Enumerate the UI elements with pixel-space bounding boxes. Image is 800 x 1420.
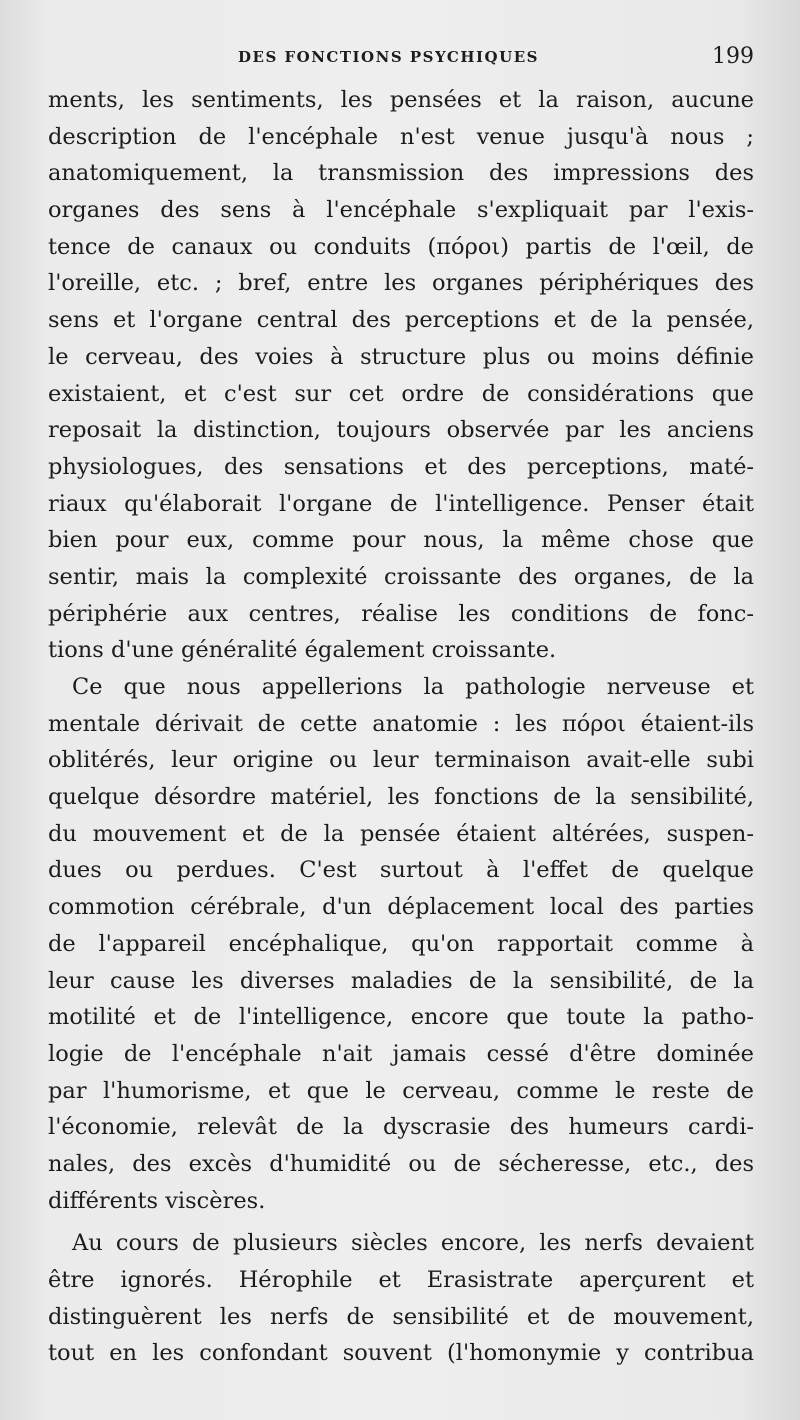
- text-line: logie de l'encéphale n'ait jamais cessé d'être dominée: [48, 1040, 754, 1067]
- text-line: le cerveau, des voies à structure plus ou moins définie: [48, 343, 754, 370]
- paragraph-2: [48, 669, 754, 1219]
- running-head: [0, 44, 800, 74]
- text-line: par l'humorisme, et que le cerveau, comme le reste de: [48, 1077, 754, 1104]
- text-line: organes des sens à l'encéphale s'expliquait par l'exis-: [48, 197, 754, 224]
- text-line: existaient, et c'est sur cet ordre de considérations que: [48, 380, 754, 407]
- text-line: physiologues, des sensations et des perceptions, maté-: [48, 453, 754, 480]
- paragraph-1: [48, 82, 754, 669]
- text-line: différents viscères.: [48, 1187, 266, 1214]
- text-line: périphérie aux centres, réalise les conditions de fonc-: [48, 600, 754, 627]
- text-line: oblitérés, leur origine ou leur terminaison avait-elle subi: [48, 747, 754, 774]
- text-line: reposait la distinction, toujours observée par les anciens: [48, 417, 754, 444]
- text-line: sentir, mais la complexité croissante des organes, de la: [48, 563, 754, 590]
- text-line: bien pour eux, comme pour nous, la même chose que: [48, 527, 754, 554]
- text-line: tions d'une généralité également croissante.: [48, 637, 557, 664]
- text-line: de l'appareil encéphalique, qu'on rapportait comme à: [48, 930, 754, 957]
- text-line: anatomiquement, la transmission des impressions des: [48, 160, 754, 187]
- text-line: tout en les confondant souvent (l'homonymie y contribua: [48, 1340, 754, 1367]
- body-text: [48, 82, 754, 1372]
- text-line: du mouvement et de la pensée étaient altérées, suspen-: [48, 820, 754, 847]
- text-line: riaux qu'élaborait l'organe de l'intelligence. Penser était: [48, 490, 754, 517]
- text-line: Au cours de plusieurs siècles encore, les nerfs devaient: [72, 1230, 754, 1257]
- text-line: Ce que nous appellerions la pathologie nerveuse et: [72, 674, 754, 700]
- text-line: l'oreille, etc. ; bref, entre les organes périphériques des: [48, 270, 754, 297]
- text-line: description de l'encéphale n'est venue jusqu'à nous ;: [48, 123, 754, 150]
- text-line: quelque désordre matériel, les fonctions de la sensibilité,: [48, 784, 754, 811]
- text-line: tence de canaux ou conduits (πόροι) partis de l'œil, de: [48, 233, 754, 260]
- page-number: 199: [712, 44, 754, 69]
- text-line: commotion cérébrale, d'un déplacement local des parties: [48, 894, 754, 921]
- text-line: être ignorés. Hérophile et Erasistrate aperçurent et: [48, 1267, 754, 1293]
- running-title: DES FONCTIONS PSYCHIQUES: [238, 48, 539, 66]
- text-line: leur cause les diverses maladies de la sensibilité, de la: [48, 967, 754, 994]
- text-line: l'économie, relevât de la dyscrasie des humeurs cardi-: [48, 1114, 754, 1141]
- text-line: dues ou perdues. C'est surtout à l'effet de quelque: [48, 857, 754, 884]
- text-line: nales, des excès d'humidité ou de sécheresse, etc., des: [48, 1150, 754, 1177]
- text-line: motilité et de l'intelligence, encore que toute la patho-: [48, 1004, 754, 1031]
- paragraph-3: [48, 1225, 754, 1372]
- text-line: ments, les sentiments, les pensées et la raison, aucune: [48, 87, 754, 113]
- text-line: sens et l'organe central des perceptions et de la pensée,: [48, 307, 754, 334]
- text-line: mentale dérivait de cette anatomie : les πόροι étaient-ils: [48, 710, 754, 737]
- text-line: distinguèrent les nerfs de sensibilité et de mouvement,: [48, 1303, 754, 1330]
